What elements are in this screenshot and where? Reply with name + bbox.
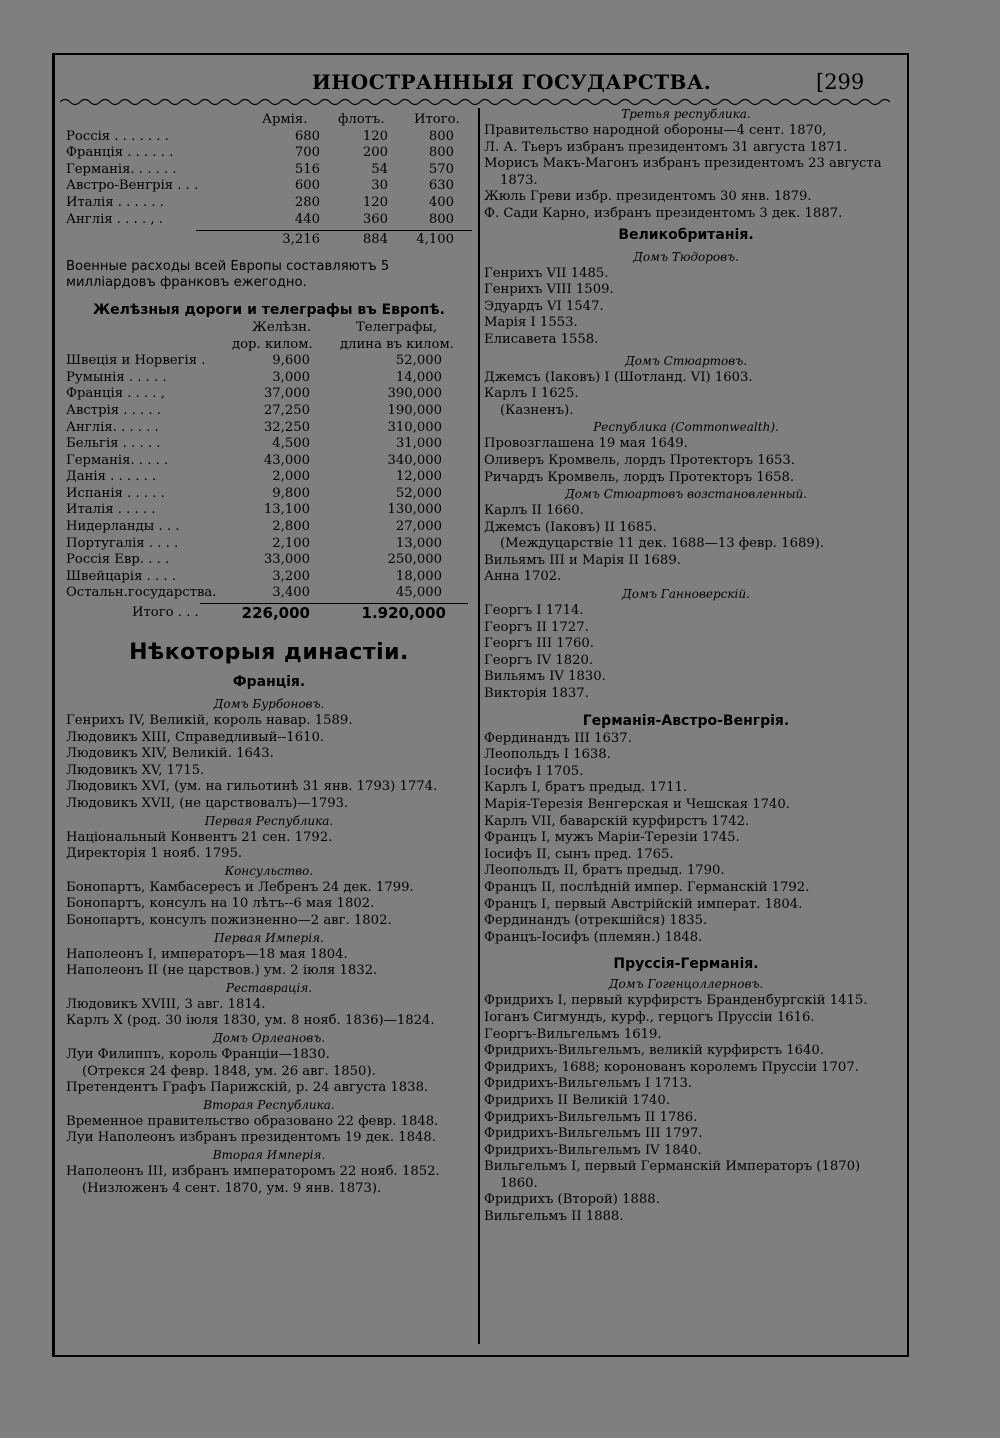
railways-tel-value: 31,000 xyxy=(395,436,442,452)
entry: Генрихъ IV, Великій, король навар. 1589. xyxy=(66,713,353,729)
armies-col-total: Итого. xyxy=(414,112,460,127)
railways-country: Австрія . . . . . xyxy=(66,402,161,418)
austria-heading: Германія-Австро-Венгрія. xyxy=(582,712,790,729)
house-hanover: Домъ Ганноверскій. xyxy=(622,587,750,602)
railways-country: Бельгія . . . . . xyxy=(66,436,161,452)
entry: Наполеонъ I, императоръ—18 мая 1804. xyxy=(66,946,348,962)
entry: Наполеонъ II (не царствов.) ум. 2 іюля 1832. xyxy=(66,963,378,979)
armies-army-value: 440 xyxy=(294,211,320,227)
page-number: [299 xyxy=(816,70,865,94)
entry: Бонопартъ, консулъ на 10 лѣтъ--6 мая 1802. xyxy=(66,896,375,912)
entry: Фердинандъ (отрекшійся) 1835. xyxy=(484,913,708,929)
section-first-republic: Первая Республика. xyxy=(204,813,334,828)
railways-rail-value: 2,100 xyxy=(272,535,310,551)
railways-country: Швейцарія . . . . xyxy=(66,568,176,584)
entry: (Отрекся 24 февр. 1848, ум. 26 авг. 1850). xyxy=(82,1063,376,1079)
armies-total-all: 4,100 xyxy=(416,232,454,248)
railways-country: Остальн.государства. xyxy=(66,585,217,601)
railways-row xyxy=(66,420,472,437)
armies-table xyxy=(66,129,472,229)
armies-fleet-value: 30 xyxy=(371,178,388,194)
armies-row xyxy=(66,129,472,146)
entry: Фридрихъ-Вильгельмъ III 1797. xyxy=(484,1126,703,1142)
entry: Іосифъ I 1705. xyxy=(484,763,584,779)
entry: Францъ-Іосифъ (племян.) 1848. xyxy=(484,929,703,945)
entry: Вильямъ III и Марія II 1689. xyxy=(484,552,681,568)
entry: Наполеонъ III, избранъ императоромъ 22 нояб. 1852. xyxy=(66,1163,440,1179)
armies-country: Англія . . . . , . xyxy=(66,211,163,227)
entry: Людовикъ XIII, Справедливый--1610. xyxy=(66,729,325,745)
section-second-republic: Вторая Республика. xyxy=(203,1097,335,1112)
railways-rail-value: 3,000 xyxy=(272,369,310,385)
railways-row xyxy=(66,370,472,387)
entry: Генрихъ VIII 1509. xyxy=(484,282,614,298)
entry: Фридрихъ, 1688; коронованъ королемъ Пруссіи 1707. xyxy=(484,1059,859,1075)
entry: Временное правительство образовано 22 февр. 1848. xyxy=(66,1113,439,1129)
railways-rail-value: 27,250 xyxy=(263,402,310,418)
left-column xyxy=(66,112,472,1197)
railways-row xyxy=(66,552,472,569)
armies-fleet-value: 360 xyxy=(362,211,388,227)
railways-row xyxy=(66,519,472,536)
prussia-heading: Пруссія-Германія. xyxy=(613,956,759,973)
railways-col-rail: Желѣзн. xyxy=(252,319,312,335)
entry: Л. А. Тьеръ избранъ президентомъ 31 августа 1871. xyxy=(484,139,848,155)
railways-rail-value: 43,000 xyxy=(263,452,310,468)
railways-country: Германія. . . . . xyxy=(66,452,169,468)
section-commonwealth: Республика (Commonwealth). xyxy=(593,420,779,435)
military-expense-note: Военные расходы всей Европы составляютъ 5 милліардовъ франковъ ежегодно. xyxy=(66,258,390,291)
entry: Морисъ Макъ-Магонъ избранъ президентомъ 23 августа 1873. xyxy=(484,156,882,188)
entry: Леопольдъ II, братъ предыд. 1790. xyxy=(484,863,725,879)
entry: Джемсъ (Іаковъ) I (Шотланд. VI) 1603. xyxy=(484,369,753,385)
railways-rail-value: 9,600 xyxy=(272,353,310,369)
railways-country: Италія . . . . . xyxy=(66,502,156,518)
armies-row xyxy=(66,178,472,195)
railways-rail-value: 3,200 xyxy=(272,568,310,584)
entry: Елисавета 1558. xyxy=(484,331,599,347)
entry: Фридрихъ-Вильгельмъ I 1713. xyxy=(484,1076,693,1092)
armies-fleet-value: 120 xyxy=(362,194,388,210)
section-restoration: Реставрація. xyxy=(225,980,313,995)
entry: Фридрихъ I, первый курфирстъ Бранденбургскій 1415. xyxy=(484,993,868,1009)
entry: Анна 1702. xyxy=(484,569,562,585)
railways-tel-value: 52,000 xyxy=(395,485,442,501)
armies-fleet-value: 120 xyxy=(362,128,388,144)
entry: Вильямъ IV 1830. xyxy=(484,669,606,685)
railways-row xyxy=(66,436,472,453)
entry: Фердинандъ III 1637. xyxy=(484,730,632,746)
entry: Ричардъ Кромвель, лордъ Протекторъ 1658. xyxy=(484,469,795,485)
railways-rail-value: 32,250 xyxy=(263,419,310,435)
railways-tel-value: 130,000 xyxy=(387,502,442,518)
railways-col-tel-unit: длина въ килом. xyxy=(340,336,454,352)
entry: Бонопартъ, консулъ пожизненно—2 авг. 1802. xyxy=(66,912,392,928)
britain-heading: Великобританія. xyxy=(618,226,754,243)
railways-total-label: Итого . . . xyxy=(132,605,199,621)
railways-country: Нидерланды . . . xyxy=(66,519,180,535)
entry: Провозглашена 19 мая 1649. xyxy=(484,436,688,452)
armies-country: Германія. . . . . . xyxy=(66,161,177,177)
armies-army-value: 600 xyxy=(294,178,320,194)
armies-country: Россія . . . . . . . xyxy=(66,128,169,144)
railways-tel-value: 340,000 xyxy=(387,452,442,468)
house-bourbon: Домъ Бурбоновъ. xyxy=(213,697,325,712)
railways-country: Россія Евр. . . . xyxy=(66,552,170,568)
section-third-republic: Третья республика. xyxy=(621,107,751,121)
armies-army-value: 516 xyxy=(294,161,320,177)
entry: (Низложенъ 4 сент. 1870, ум. 9 янв. 1873). xyxy=(82,1180,382,1196)
railways-tel-value: 190,000 xyxy=(387,402,442,418)
entry: Іоганъ Сигмундъ, курф., герцогъ Пруссіи 1616. xyxy=(484,1009,815,1025)
france-heading: Франція. xyxy=(232,674,306,691)
entry: Луи Наполеонъ избранъ президентомъ 19 дек. 1848. xyxy=(66,1130,437,1146)
railways-rail-value: 3,400 xyxy=(272,585,310,601)
railways-total-row xyxy=(66,605,472,624)
railways-country: Франція . . . . , xyxy=(66,386,165,402)
railways-title: Желѣзныя дороги и телеграфы въ Европѣ. xyxy=(93,301,445,318)
entry: Францъ I, мужъ Маріи-Терезіи 1745. xyxy=(484,830,740,846)
railways-country: Португалія . . . . xyxy=(66,535,179,551)
entry: Генрихъ VII 1485. xyxy=(484,265,609,281)
entry: Карлъ I 1625. xyxy=(484,386,579,402)
armies-col-army: Армія. xyxy=(262,112,308,127)
house-hohenzollern: Домъ Гогенцоллерновъ. xyxy=(608,977,764,992)
entry: Фридрихъ II Великій 1740. xyxy=(484,1092,671,1108)
entry: Вильгельмъ II 1888. xyxy=(484,1209,624,1225)
entry: Людовикъ XVI, (ум. на гильотинѣ 31 янв. 1793) 1774. xyxy=(66,779,438,795)
entry: Викторія 1837. xyxy=(484,686,589,702)
entry: Людовикъ XIV, Великій. 1643. xyxy=(66,746,274,762)
railways-header-1 xyxy=(66,320,472,337)
entry: Джемсъ (Іаковъ) II 1685. xyxy=(484,519,657,535)
house-orleans: Домъ Орлеановъ. xyxy=(212,1030,326,1045)
railways-row xyxy=(66,403,472,420)
entry: Директорія 1 нояб. 1795. xyxy=(66,846,243,862)
armies-army-value: 280 xyxy=(294,194,320,210)
railways-row xyxy=(66,386,472,403)
entry: Луи Филиппъ, король Франціи—1830. xyxy=(66,1046,330,1062)
railways-country: Румынія . . . . . xyxy=(66,369,167,385)
railways-tel-value: 52,000 xyxy=(395,353,442,369)
entry: Карлъ X (род. 30 іюля 1830, ум. 8 нояб. 1836)—1824. xyxy=(66,1013,435,1029)
railways-total-tel: 1.920,000 xyxy=(361,604,446,623)
railways-tel-value: 14,000 xyxy=(395,369,442,385)
armies-totals-row xyxy=(66,232,472,249)
entry: Іосифъ II, сынъ пред. 1765. xyxy=(484,846,674,862)
railways-tel-value: 45,000 xyxy=(395,585,442,601)
armies-col-fleet: флотъ. xyxy=(338,112,385,127)
page-title: ИНОСТРАННЫЯ ГОСУДАРСТВА. xyxy=(312,70,712,94)
armies-total-army: 3,216 xyxy=(282,232,320,248)
entry: Францъ I, первый Австрійскій императ. 1804. xyxy=(484,896,803,912)
entry: Карлъ II 1660. xyxy=(484,503,584,519)
column-divider xyxy=(478,108,480,1344)
entry: Вильгельмъ I, первый Германскій Императоръ (1870) 1860. xyxy=(484,1159,861,1191)
railways-row xyxy=(66,469,472,486)
armies-country: Франція . . . . . . xyxy=(66,145,174,161)
railways-rail-value: 33,000 xyxy=(263,552,310,568)
railways-row xyxy=(66,502,472,519)
house-tudor: Домъ Тюдоровъ. xyxy=(633,249,739,264)
railways-tel-value: 390,000 xyxy=(387,386,442,402)
section-second-empire: Вторая Имперія. xyxy=(212,1147,326,1162)
railways-rail-value: 4,500 xyxy=(272,436,310,452)
armies-country: Италія . . . . . . xyxy=(66,194,164,210)
railways-rail-value: 37,000 xyxy=(263,386,310,402)
armies-total-value: 800 xyxy=(428,145,454,161)
entry: Бонопартъ, Камбасересъ и Лебренъ 24 дек. 1799. xyxy=(66,879,414,895)
entry: Карлъ VII, баварскій курфирстъ 1742. xyxy=(484,813,750,829)
railways-header-2 xyxy=(66,337,472,354)
railways-tel-value: 13,000 xyxy=(395,535,442,551)
entry: Претендентъ Графъ Парижскій, р. 24 августа 1838. xyxy=(66,1080,429,1096)
entry: Правительство народной обороны—4 сент. 1870, xyxy=(484,123,827,138)
armies-fleet-value: 200 xyxy=(362,145,388,161)
armies-row xyxy=(66,162,472,179)
railways-rail-value: 13,100 xyxy=(263,502,310,518)
entry: Марія I 1553. xyxy=(484,315,578,331)
dynasties-title: Нѣкоторыя династіи. xyxy=(129,640,409,666)
railways-country: Испанія . . . . . xyxy=(66,485,165,501)
armies-army-value: 680 xyxy=(294,128,320,144)
armies-total-value: 630 xyxy=(428,178,454,194)
entry: Людовикъ XVII, (не царствовалъ)—1793. xyxy=(66,796,349,811)
entry: Фридрихъ (Второй) 1888. xyxy=(484,1192,660,1208)
entry: Марія-Терезія Венгерская и Чешская 1740. xyxy=(484,797,791,812)
railways-row xyxy=(66,536,472,553)
railways-country: Швеція и Норвегія . xyxy=(66,353,206,369)
entry: Георгъ I 1714. xyxy=(484,603,584,619)
armies-total-value: 800 xyxy=(428,211,454,227)
armies-total-value: 800 xyxy=(428,128,454,144)
armies-total-value: 400 xyxy=(428,194,454,210)
entry: Людовикъ XV, 1715. xyxy=(66,762,205,778)
railways-rail-value: 9,800 xyxy=(272,485,310,501)
entry: Оливеръ Кромвель, лордъ Протекторъ 1653. xyxy=(484,452,795,468)
railways-total-rail: 226,000 xyxy=(241,604,310,623)
railways-rail-value: 2,000 xyxy=(272,469,310,485)
armies-row xyxy=(66,195,472,212)
railways-rail-value: 2,800 xyxy=(272,519,310,535)
railways-country: Данія . . . . . . xyxy=(66,469,157,485)
entry: Ф. Сади Карно, избранъ президентомъ 3 дек. 1887. xyxy=(484,205,843,221)
armies-army-value: 700 xyxy=(294,145,320,161)
railways-tel-value: 27,000 xyxy=(395,519,442,535)
right-column xyxy=(484,107,888,1226)
railways-col-tel: Телеграфы, xyxy=(356,319,438,335)
railways-table xyxy=(66,353,472,602)
armies-total-value: 570 xyxy=(428,161,454,177)
railways-row xyxy=(66,453,472,470)
entry: Людовикъ XVIII, 3 авг. 1814. xyxy=(66,996,266,1012)
entry: (Междуцарствіе 11 дек. 1688—13 февр. 1689). xyxy=(500,536,825,552)
armies-header xyxy=(66,112,472,129)
armies-row xyxy=(66,145,472,162)
railways-col-rail-unit: дор. килом. xyxy=(232,336,313,352)
house-stuart: Домъ Стюартовъ. xyxy=(624,353,748,368)
railways-row xyxy=(66,353,472,370)
section-first-empire: Первая Имперія. xyxy=(214,930,324,945)
railways-tel-value: 250,000 xyxy=(387,552,442,568)
railways-row xyxy=(66,569,472,586)
entry: Фридрихъ-Вильгельмъ II 1786. xyxy=(484,1109,698,1125)
railways-tel-value: 310,000 xyxy=(387,419,442,435)
entry: Жюль Греви избр. президентомъ 30 янв. 1879. xyxy=(484,189,812,205)
entry: Георгъ II 1727. xyxy=(484,619,589,635)
entry: Леопольдъ I 1638. xyxy=(484,747,611,763)
railways-row xyxy=(66,486,472,503)
entry: Эдуардъ VI 1547. xyxy=(484,298,604,314)
house-stuart-restored: Домъ Стюартовъ возстановленный. xyxy=(564,487,808,502)
entry: Національный Конвентъ 21 сен. 1792. xyxy=(66,829,333,845)
entry: Георгъ-Вильгельмъ 1619. xyxy=(484,1026,662,1042)
entry: Фридрихъ-Вильгельмъ IV 1840. xyxy=(484,1142,702,1158)
railways-country: Англія. . . . . . xyxy=(66,419,159,435)
section-consulate: Консульство. xyxy=(224,863,314,878)
armies-total-fleet: 884 xyxy=(362,232,388,248)
entry: Фридрихъ-Вильгельмъ, великій курфирстъ 1640. xyxy=(484,1043,825,1059)
railways-tel-value: 12,000 xyxy=(395,469,442,485)
entry: (Казненъ). xyxy=(500,402,574,418)
entry: Карлъ I, братъ предыд. 1711. xyxy=(484,780,688,796)
armies-country: Австро-Венгрія . . . xyxy=(66,178,199,194)
entry: Францъ II, послѣдній импер. Германскій 1792. xyxy=(484,879,810,895)
armies-row xyxy=(66,212,472,229)
railways-row xyxy=(66,585,472,602)
entry: Георгъ IV 1820. xyxy=(484,652,594,668)
railways-tel-value: 18,000 xyxy=(395,568,442,584)
entry: Георгъ III 1760. xyxy=(484,636,594,652)
armies-fleet-value: 54 xyxy=(371,161,388,177)
